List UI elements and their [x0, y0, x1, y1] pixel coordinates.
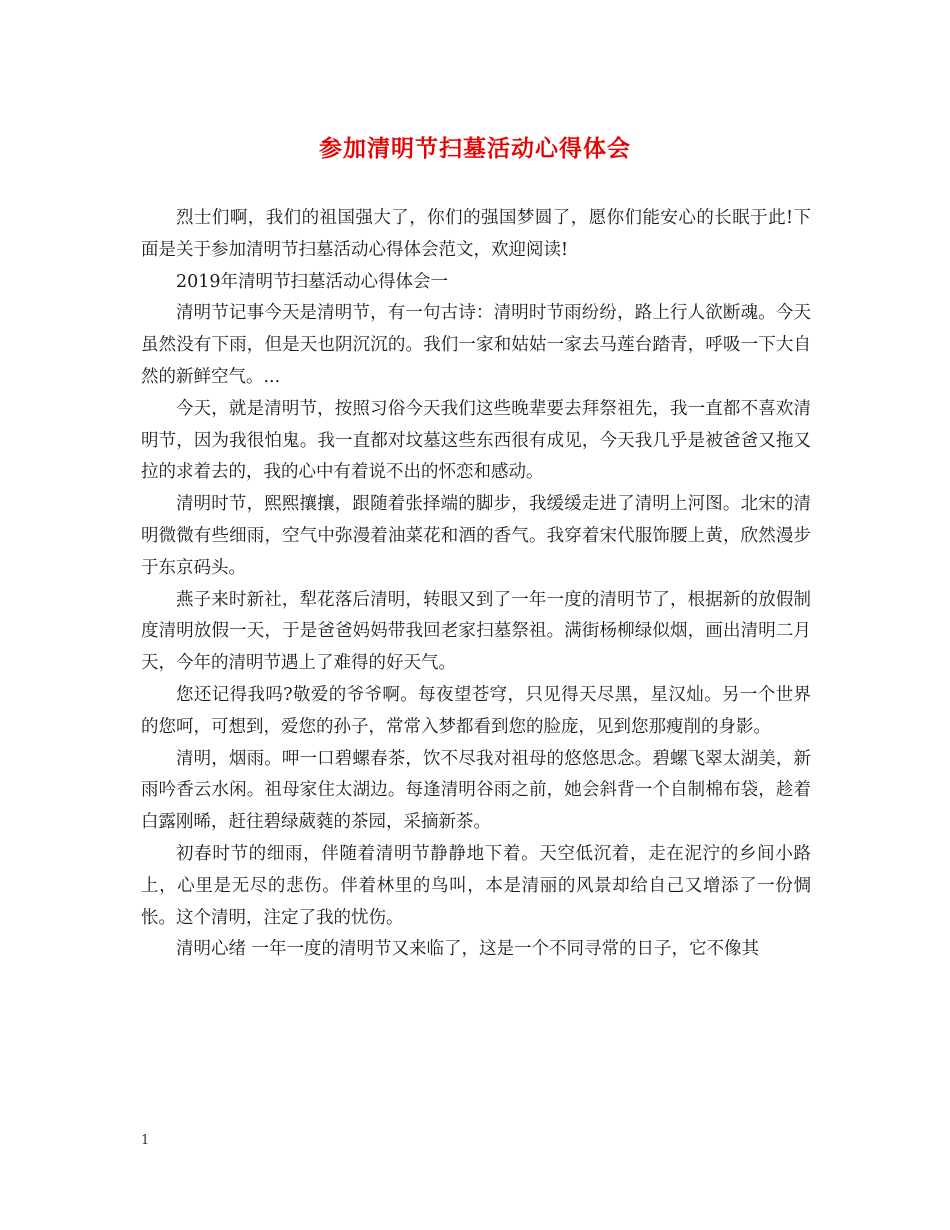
paragraph: 今天，就是清明节，按照习俗今天我们这些晚辈要去拜祭祖先，我一直都不喜欢清明节，因为我很怕鬼。我一直都对坟墓这些东西很有成见，今天我几乎是被爸爸又拖又拉的求着去的，我的心中有着说不出的怀恋和感动。	[141, 398, 811, 483]
paragraph: 清明时节，熙熙攘攘，跟随着张择端的脚步，我缓缓走进了清明上河图。北宋的清明微微有些细雨，空气中弥漫着油菜花和酒的香气。我穿着宋代服饰腰上黄，欣然漫步于东京码头。	[141, 494, 811, 578]
paragraph: 您还记得我吗?敬爱的爷爷啊。每夜望苍穹，只见得天尽黑，星汉灿。另一个世界的您呵，可想到，爱您的孙子，常常入梦都看到您的脸庞，见到您那瘦削的身影。	[141, 684, 811, 737]
paragraph: 清明心绪 一年一度的清明节又来临了，这是一个不同寻常的日子，它不像其	[176, 939, 760, 960]
paragraph-intro: 烈士们啊，我们的祖国强大了，你们的强国梦圆了，愿你们能安心的长眠于此!下面是关于参加清明节扫墓活动心得体会范文，欢迎阅读!	[141, 208, 811, 260]
page-number: 1	[141, 1133, 150, 1148]
paragraph: 清明节记事今天是清明节，有一句古诗：清明时节雨纷纷，路上行人欲断魂。今天虽然没有下雨，但是天也阴沉沉的。我们一家和姑姑一家去马莲台踏青，呼吸一下大自然的新鲜空气。...	[141, 303, 811, 387]
paragraph: 初春时节的细雨，伴随着清明节静静地下着。天空低沉着，走在泥泞的乡间小路上，心里是无尽的悲伤。伴着林里的鸟叫，本是清丽的风景却给自己又增添了一份惆怅。这个清明，注定了我的忧伤。	[141, 843, 811, 928]
section-heading: 2019年清明节扫墓活动心得体会一	[176, 271, 449, 292]
paragraph: 清明，烟雨。呷一口碧螺春茶，饮不尽我对祖母的悠悠思念。碧螺飞翠太湖美，新雨吟香云水闲。祖母家住太湖边。每逢清明谷雨之前，她会斜背一个自制棉布袋，趁着白露刚晞，赶往碧绿葳蕤的茶园，采摘新茶。	[141, 748, 811, 833]
paragraph: 燕子来时新社，犁花落后清明，转眼又到了一年一度的清明节了，根据新的放假制度清明放假一天，于是爸爸妈妈带我回老家扫墓祭祖。满街杨柳绿似烟，画出清明二月天，今年的清明节遇上了难得的好天气。	[141, 589, 811, 674]
document-body	[141, 203, 811, 966]
document-title: 参加清明节扫墓活动心得体会	[319, 136, 631, 162]
